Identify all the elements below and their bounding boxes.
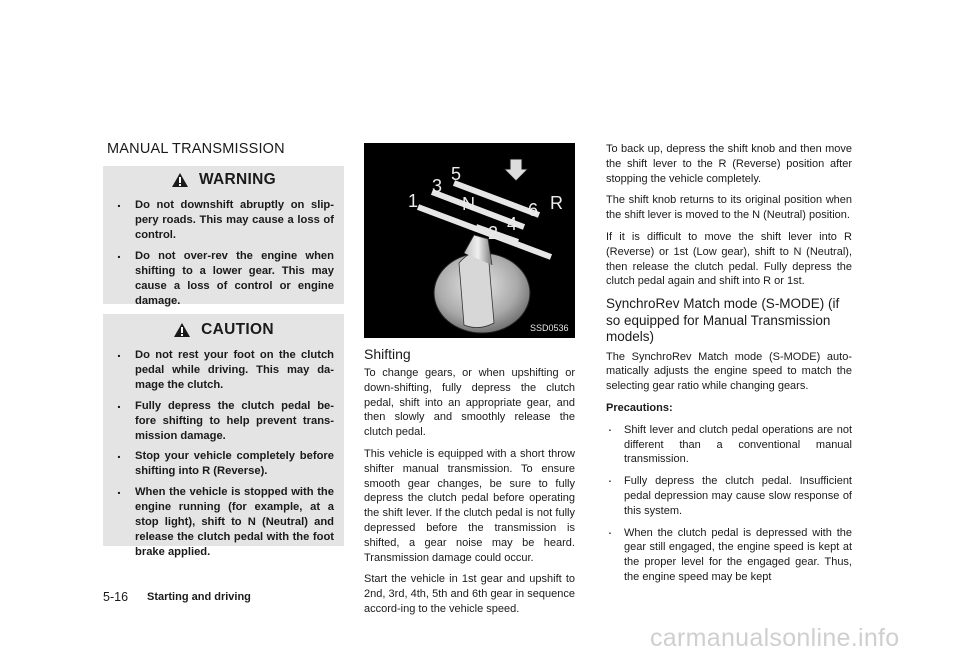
caution-item: . Fully depress the clutch pedal be-fore shifting to help prevent trans-mission damage.	[115, 399, 334, 445]
warning-icon	[173, 322, 191, 338]
caution-box	[103, 314, 344, 559]
paragraph: The shift knob returns to its original position when the shift lever is moved to the N (Neutral) position.	[606, 194, 852, 222]
paragraph: To change gears, or when upshifting or down-shifting, fully depress the clutch pedal, shift into an appropriate gear, and then slowly and smoothly release the clutch pedal.	[364, 367, 575, 439]
caution-header	[103, 314, 344, 346]
warning-heading: WARNING	[198, 171, 276, 188]
precautions-list	[606, 423, 852, 585]
gear-label: 1	[408, 191, 419, 211]
gear-label: 6	[528, 200, 539, 220]
shift-pattern-illustration	[364, 143, 575, 338]
shift-pattern-figure	[364, 143, 575, 338]
caution-item: . When the vehicle is stopped with the engine running (for example, at a stop light), shift to N (Neutral) and release the clutch pedal with the foot brake applied.	[115, 485, 334, 561]
gear-label: N	[462, 194, 475, 214]
paragraph: If it is difficult to move the shift lever into R (Reverse) or 1st (Low gear), shift to N (Neutral), then release the clutch pedal. Fully depress the clutch pedal again and shift into R or 1st.	[606, 230, 852, 288]
paragraph: The SynchroRev Match mode (S-MODE) auto-matically adjusts the engine speed to match the selecting gear ratio while changing gears.	[606, 350, 852, 393]
caution-item: . Stop your vehicle completely before shifting into R (Reverse).	[115, 449, 334, 479]
list-item: . When the clutch pedal is depressed with the gear still engaged, the engine speed is kept at the proper level for the engaged gear. Thus, the engine speed may be kept	[606, 526, 852, 585]
section-title: MANUAL TRANSMISSION	[107, 141, 285, 157]
warning-item: . Do not downshift abruptly on slip-pery roads. This may cause a loss of control.	[115, 198, 334, 244]
paragraph: This vehicle is equipped with a short throw shifter manual transmission. To ensure smooth gear changes, be sure to fully depress the clutch pedal before operating the shift lever. If the clutch pedal is not fully depressed before the transmission is shifted, a gear noise may be heard. Transmission damage could occur.	[364, 447, 575, 564]
shifting-section	[364, 346, 575, 624]
watermark: carmanualsonline.info	[650, 624, 900, 652]
caution-heading: CAUTION	[201, 321, 274, 338]
paragraph: To back up, depress the shift knob and then move the shift lever to the R (Reverse) position after stopping the vehicle completely.	[606, 143, 852, 185]
warning-header	[103, 166, 344, 194]
figure-code: SSD0536	[530, 323, 569, 333]
gear-label: 4	[507, 214, 518, 234]
caution-item: . Do not rest your foot on the clutch pedal while driving. This may da-mage the clutch.	[115, 348, 334, 394]
list-item: . Fully depress the clutch pedal. Insufficient pedal depression may cause slow response of this system.	[606, 474, 852, 518]
gear-label: 5	[451, 164, 462, 184]
footer-section: Starting and driving	[147, 591, 251, 603]
column-three	[606, 142, 852, 592]
gear-label: R	[550, 193, 563, 213]
warning-item: . Do not over-rev the engine when shifting to a lower gear. This may cause a loss of control or engine damage.	[115, 249, 334, 310]
warning-box	[103, 166, 344, 308]
shifting-heading: Shifting	[364, 346, 411, 362]
list-item: . Shift lever and clutch pedal operations are not different than a conventional manual transmission.	[606, 423, 852, 467]
synchro-heading: SynchroRev Match mode (S-MODE) (if so equipped for Manual Transmission models)	[606, 296, 840, 345]
gear-label: 2	[488, 223, 499, 243]
paragraph: Start the vehicle in 1st gear and upshift to 2nd, 3rd, 4th, 5th and 6th gear in sequence accord-ing to the vehicle speed.	[364, 573, 575, 615]
gear-label: 3	[432, 176, 443, 196]
precautions-label: Precautions:	[606, 402, 673, 415]
page-number: 5-16	[103, 590, 129, 604]
warning-icon	[171, 172, 189, 188]
